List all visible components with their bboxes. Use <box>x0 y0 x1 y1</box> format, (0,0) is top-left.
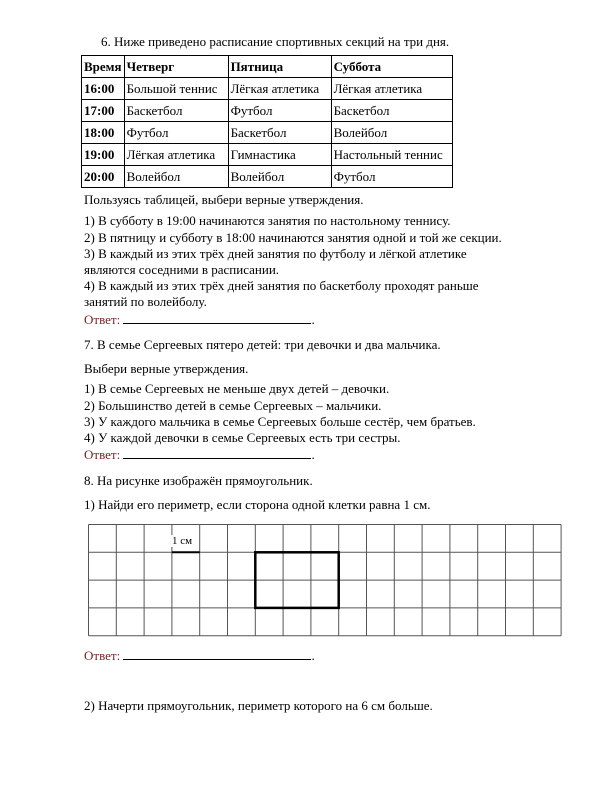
table-cell: Баскетбол <box>124 100 228 122</box>
table-cell: Баскетбол <box>331 100 452 122</box>
q6-title: 6. Ниже приведено расписание спортивных секций на три дня. <box>101 34 450 49</box>
table-cell: Футбол <box>331 166 452 188</box>
q6-statement: 1) В субботу в 19:00 начинаются занятия по настольному теннису. <box>84 213 451 228</box>
q6-instruction: Пользуясь таблицей, выбери верные утверждения. <box>84 192 364 207</box>
table-cell: Волейбол <box>124 166 228 188</box>
grid-figure <box>88 524 564 643</box>
table-row <box>82 144 453 166</box>
table-row <box>82 122 453 144</box>
square-grid <box>88 524 564 638</box>
table-cell: Лёгкая атлетика <box>124 144 228 166</box>
table-cell: Настольный теннис <box>331 144 452 166</box>
table-row <box>82 100 453 122</box>
table-cell: Гимнастика <box>228 144 331 166</box>
q7-answer-line[interactable]: Ответ: . <box>84 447 315 462</box>
answer-blank[interactable] <box>123 311 311 324</box>
table-cell: Футбол <box>228 100 331 122</box>
q8-part1: 1) Найди его периметр, если сторона одной клетки равна 1 см. <box>84 497 431 512</box>
table-header-cell: Суббота <box>331 56 452 78</box>
q6-statement: 4) В каждый из этих трёх дней занятия по баскетболу проходят раньше <box>84 278 479 293</box>
q6-statement: 2) В пятницу и субботу в 18:00 начинаются занятия одной и той же секции. <box>84 230 502 245</box>
table-header-cell: Четверг <box>124 56 228 78</box>
q6-answer-line[interactable]: Ответ: . <box>84 312 315 327</box>
q7-statement: 3) У каждого мальчика в семье Сергеевых больше сестёр, чем братьев. <box>84 414 476 429</box>
table-row <box>82 78 453 100</box>
answer-label: Ответ: <box>84 648 121 663</box>
q6-statement: являются соседними в расписании. <box>84 262 280 277</box>
table-cell-time: 18:00 <box>82 122 125 144</box>
table-cell: Волейбол <box>331 122 452 144</box>
table-cell: Футбол <box>124 122 228 144</box>
answer-label: Ответ: <box>84 447 121 462</box>
q8-part2: 2) Начерти прямоугольник, периметр которого на 6 см больше. <box>84 698 433 713</box>
table-cell-time: 19:00 <box>82 144 125 166</box>
table-cell-time: 17:00 <box>82 100 125 122</box>
answer-blank[interactable] <box>123 647 311 660</box>
table-header-cell: Время <box>82 56 125 78</box>
schedule-table <box>81 55 453 188</box>
table-cell: Лёгкая атлетика <box>228 78 331 100</box>
table-header-cell: Пятница <box>228 56 331 78</box>
table-cell: Баскетбол <box>228 122 331 144</box>
q7-statement: 1) В семье Сергеевых не меньше двух детей – девочки. <box>84 381 390 396</box>
answer-blank[interactable] <box>123 446 311 459</box>
table-row <box>82 166 453 188</box>
q7-instruction: Выбери верные утверждения. <box>84 361 249 376</box>
table-cell-time: 20:00 <box>82 166 125 188</box>
q7-statement: 4) У каждой девочки в семье Сергеевых есть три сестры. <box>84 430 401 445</box>
q7-statement: 2) Большинство детей в семье Сергеевых – мальчики. <box>84 398 382 413</box>
q7-title: 7. В семье Сергеевых пятеро детей: три девочки и два мальчика. <box>84 337 441 352</box>
q6-statement: занятий по волейболу. <box>84 294 207 309</box>
q8-title: 8. На рисунке изображён прямоугольник. <box>84 473 313 488</box>
table-cell: Большой теннис <box>124 78 228 100</box>
cell-size-label: 1 см <box>172 535 193 547</box>
q6-statement: 3) В каждый из этих трёх дней занятия по футболу и лёгкой атлетике <box>84 246 467 261</box>
q8-answer-line[interactable]: Ответ: . <box>84 648 315 663</box>
answer-label: Ответ: <box>84 312 121 327</box>
table-cell: Лёгкая атлетика <box>331 78 452 100</box>
table-cell: Волейбол <box>228 166 331 188</box>
table-header-row <box>82 56 453 78</box>
table-cell-time: 16:00 <box>82 78 125 100</box>
